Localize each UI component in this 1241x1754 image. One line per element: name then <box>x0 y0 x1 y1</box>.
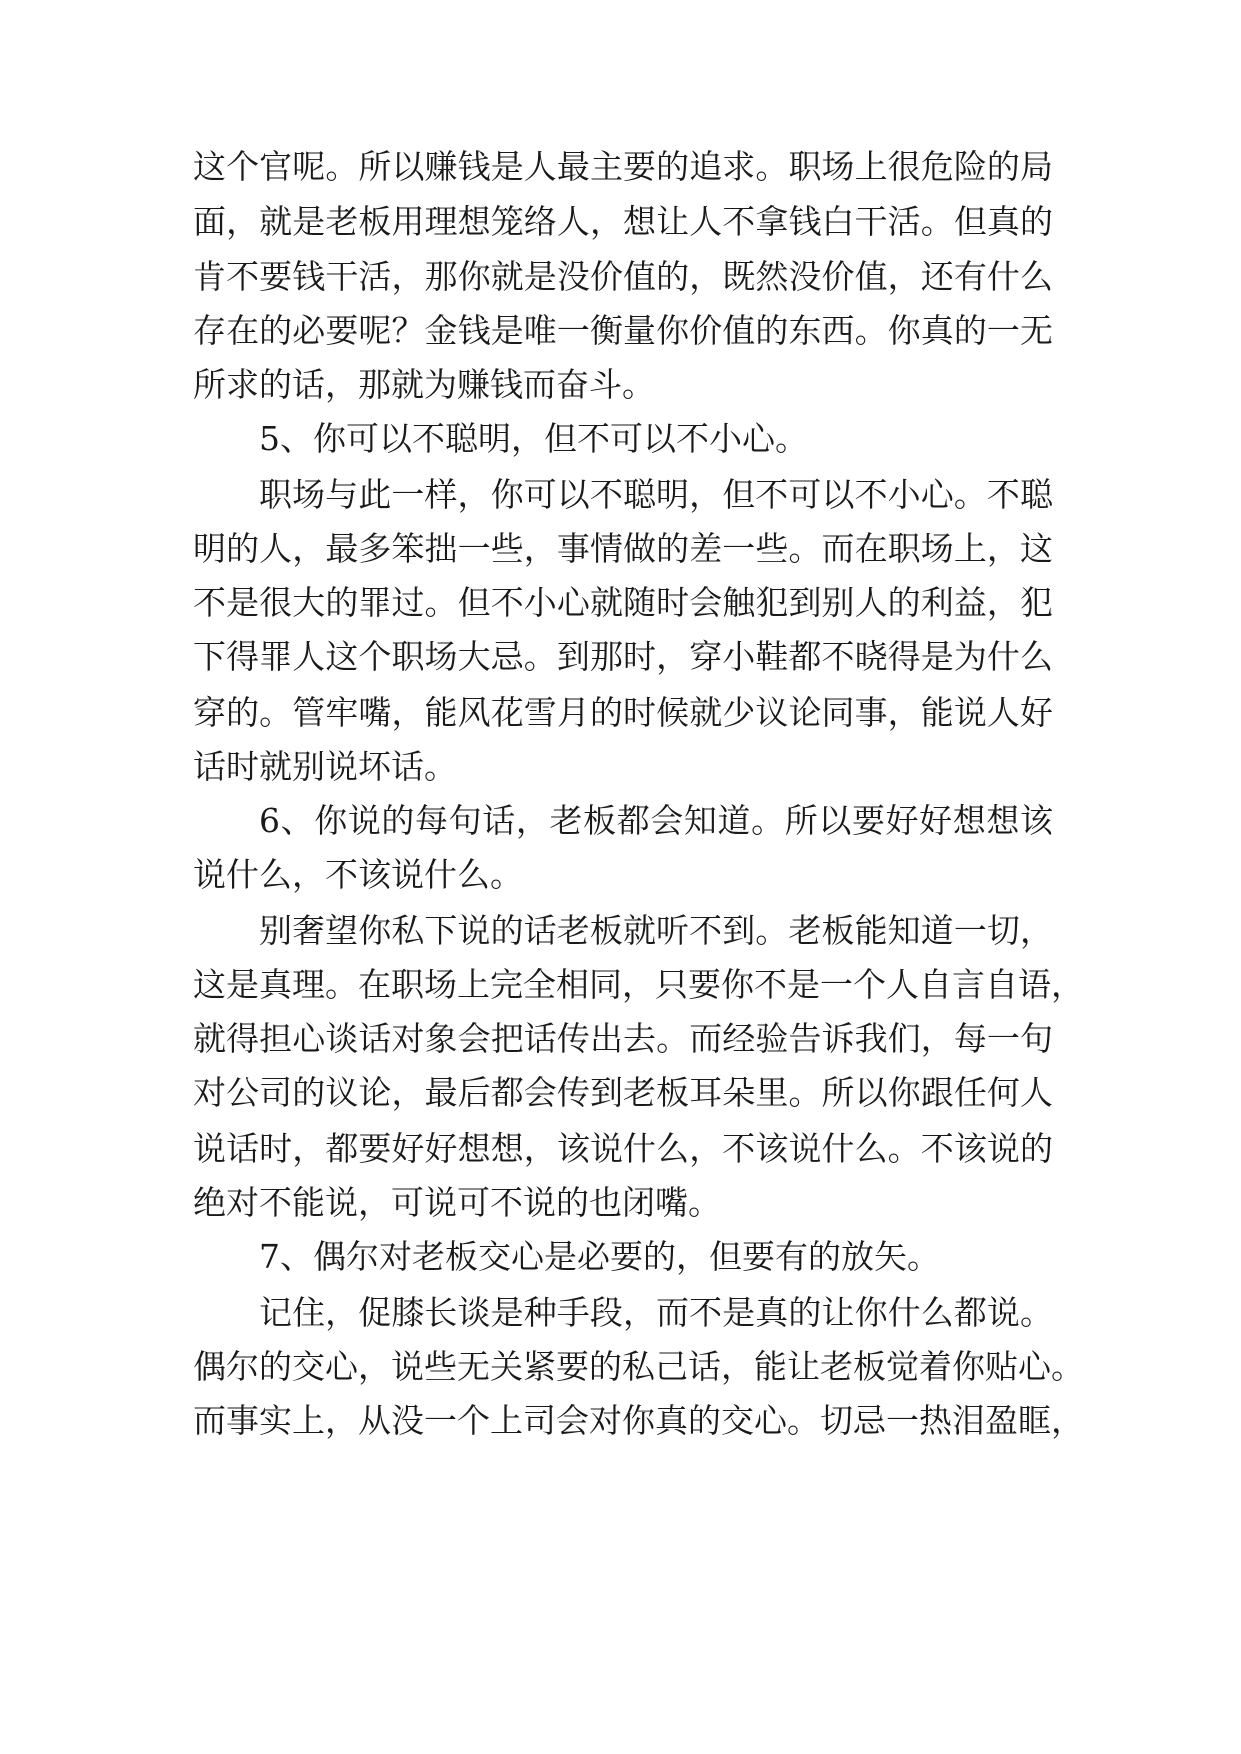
section-heading-5: 5、你可以不聪明，但不可以不小心。 <box>259 419 808 458</box>
text-line: 记住，促膝长谈是种手段，而不是真的让你什么都说。 <box>259 1293 1053 1332</box>
text-line: 对公司的议论，最后都会传到老板耳朵里。所以你跟任何人 <box>193 1073 1053 1112</box>
text-line: 别奢望你私下说的话老板就听不到。老板能知道一切， <box>259 911 1053 950</box>
text-line: 肯不要钱干活，那你就是没价值的，既然没价值，还有什么 <box>193 257 1053 296</box>
text-line: 这是真理。在职场上完全相同，只要你不是一个人自言自语， <box>193 965 1084 1004</box>
section-heading-6-cont: 说什么，不该说什么。 <box>193 855 523 894</box>
section-heading-7: 7、偶尔对老板交心是必要的，但要有的放矢。 <box>259 1237 940 1276</box>
text-line: 明的人，最多笨拙一些，事情做的差一些。而在职场上，这 <box>193 529 1053 568</box>
text-line: 职场与此一样，你可以不聪明，但不可以不小心。不聪 <box>259 475 1053 514</box>
text-line: 下得罪人这个职场大忌。到那时，穿小鞋都不晓得是为什么 <box>193 637 1053 676</box>
text-line: 面，就是老板用理想笼络人，想让人不拿钱白干活。但真的 <box>193 202 1053 241</box>
text-line: 说话时，都要好好想想，该说什么，不该说什么。不该说的 <box>193 1129 1053 1168</box>
section-heading-6: 6、你说的每句话，老板都会知道。所以要好好想想该 <box>259 801 1053 840</box>
text-line: 存在的必要呢？金钱是唯一衡量你价值的东西。你真的一无 <box>193 311 1053 350</box>
text-line: 而事实上，从没一个上司会对你真的交心。切忌一热泪盈眶， <box>193 1401 1084 1440</box>
text-line: 所求的话，那就为赚钱而奋斗。 <box>193 365 655 404</box>
text-line: 不是很大的罪过。但不小心就随时会触犯到别人的利益，犯 <box>193 583 1053 622</box>
text-line: 话时就别说坏话。 <box>193 747 457 786</box>
text-line: 这个官呢。所以赚钱是人最主要的追求。职场上很危险的局 <box>193 147 1053 186</box>
text-line: 绝对不能说，可说可不说的也闭嘴。 <box>193 1183 721 1222</box>
text-line: 就得担心谈话对象会把话传出去。而经验告诉我们，每一句 <box>193 1019 1053 1058</box>
text-line: 穿的。管牢嘴，能风花雪月的时候就少议论同事，能说人好 <box>193 693 1053 732</box>
text-line: 偶尔的交心，说些无关紧要的私己话，能让老板觉着你贴心。 <box>193 1347 1084 1386</box>
